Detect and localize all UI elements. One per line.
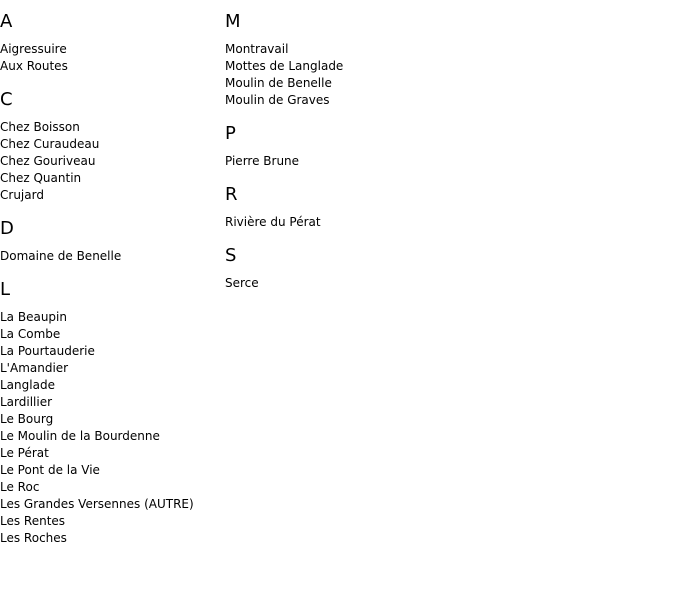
place-link[interactable]: Langlade <box>0 378 55 392</box>
letter-group-a <box>0 11 220 89</box>
letter-heading: D <box>0 218 14 239</box>
place-list <box>225 153 445 170</box>
place-link[interactable]: Montravail <box>225 42 289 56</box>
place-link[interactable]: Le Roc <box>0 480 40 494</box>
group-spacer <box>225 231 445 245</box>
letter-heading: L <box>0 279 11 300</box>
place-link[interactable]: Rivière du Pérat <box>225 215 321 229</box>
place-link[interactable]: La Beaupin <box>0 310 67 324</box>
letter-heading: R <box>225 184 238 205</box>
group-spacer <box>225 170 445 184</box>
letter-heading: P <box>225 123 236 144</box>
place-list <box>225 275 445 292</box>
group-spacer <box>0 204 220 218</box>
index-column-left <box>0 11 220 561</box>
letter-heading: C <box>0 89 13 110</box>
letter-group-l <box>0 279 220 561</box>
group-spacer <box>225 292 445 306</box>
letter-group-s <box>225 245 445 306</box>
letter-heading: M <box>225 11 241 32</box>
place-link[interactable]: Mottes de Langlade <box>225 59 344 73</box>
place-link[interactable]: Serce <box>225 276 259 290</box>
letter-heading: A <box>0 11 13 32</box>
place-link[interactable]: Aigressuire <box>0 42 67 56</box>
place-list <box>0 119 220 204</box>
letter-group-m <box>225 11 445 123</box>
group-spacer <box>225 109 445 123</box>
place-link[interactable]: L'Amandier <box>0 361 69 375</box>
place-link[interactable]: Aux Routes <box>0 59 68 73</box>
place-link[interactable]: Le Pont de la Vie <box>0 463 100 477</box>
place-link[interactable]: Chez Quantin <box>0 171 82 185</box>
place-link[interactable]: Pierre Brune <box>225 154 300 168</box>
letter-group-p <box>225 123 445 184</box>
place-list <box>0 309 220 547</box>
place-link[interactable]: Le Moulin de la Bourdenne <box>0 429 160 443</box>
place-link[interactable]: Lardillier <box>0 395 53 409</box>
letter-group-c <box>0 89 220 218</box>
place-link[interactable]: Crujard <box>0 188 44 202</box>
place-link[interactable]: La Combe <box>0 327 61 341</box>
place-link[interactable]: Moulin de Graves <box>225 93 330 107</box>
letter-group-r <box>225 184 445 245</box>
letter-group-d <box>0 218 220 279</box>
place-link[interactable]: Les Grandes Versennes (AUTRE) <box>0 497 194 511</box>
place-link[interactable]: Moulin de Benelle <box>225 76 332 90</box>
place-list <box>0 41 220 75</box>
place-link[interactable]: Chez Curaudeau <box>0 137 100 151</box>
place-link[interactable]: Le Pérat <box>0 446 49 460</box>
place-link[interactable]: Les Rentes <box>0 514 66 528</box>
group-spacer <box>0 265 220 279</box>
group-spacer <box>0 75 220 89</box>
place-list <box>225 41 445 109</box>
place-list <box>225 214 445 231</box>
group-spacer <box>0 547 220 561</box>
place-link[interactable]: Domaine de Benelle <box>0 249 122 263</box>
place-list <box>0 248 220 265</box>
place-link[interactable]: Le Bourg <box>0 412 54 426</box>
place-link[interactable]: Chez Boisson <box>0 120 80 134</box>
index-column-right <box>225 11 445 306</box>
letter-heading: S <box>225 245 237 266</box>
place-link[interactable]: La Pourtauderie <box>0 344 95 358</box>
place-link[interactable]: Chez Gouriveau <box>0 154 96 168</box>
place-link[interactable]: Les Roches <box>0 531 67 545</box>
